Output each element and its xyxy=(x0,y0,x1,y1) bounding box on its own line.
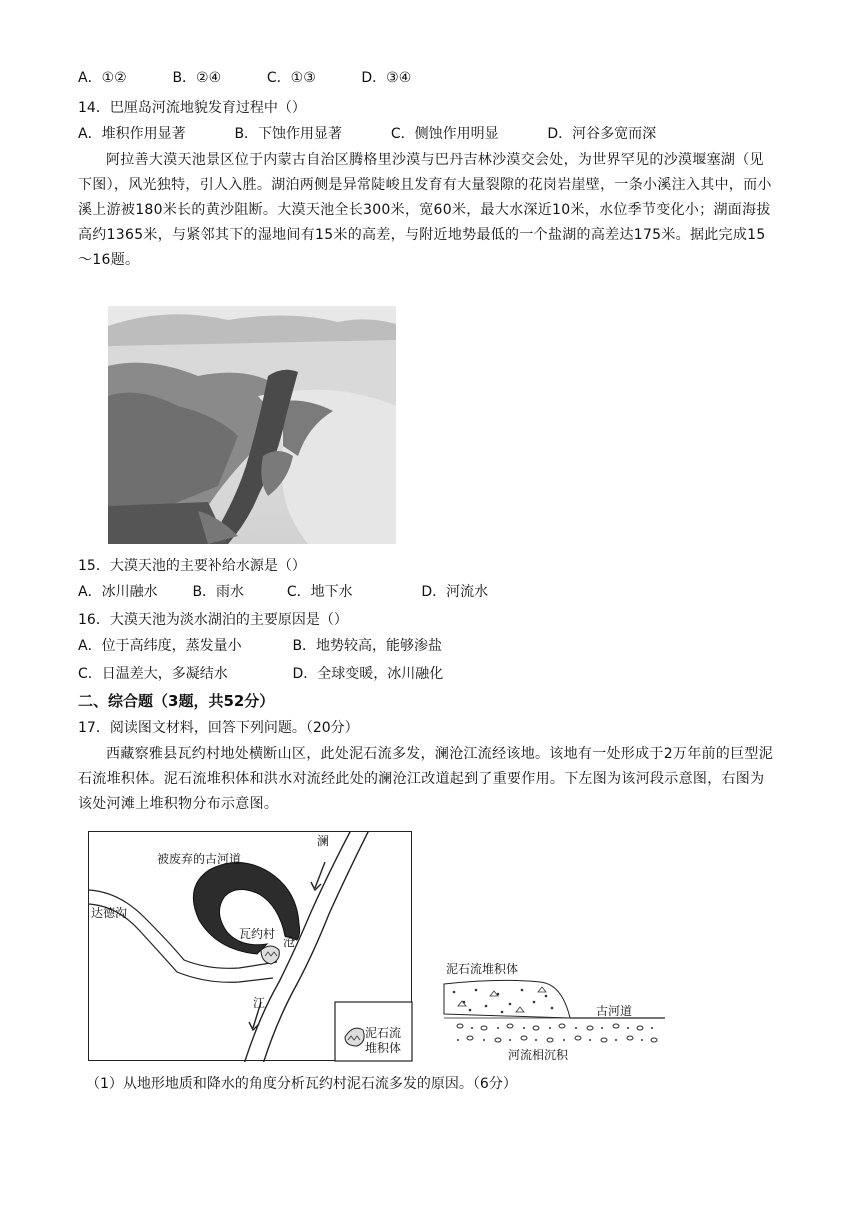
q14-option-a: A．堆积作用显著 xyxy=(78,126,186,142)
q14-options xyxy=(78,124,656,144)
q16-options-row1 xyxy=(78,636,442,656)
lake-photo xyxy=(108,306,396,544)
q17-sub1: （1）从地形地质和降水的角度分析瓦约村泥石流多发的原因。（6分） xyxy=(86,1076,517,1092)
q15-option-d: D．河流水 xyxy=(421,584,489,600)
q15-stem: 15．大漠天池的主要补给水源是（） xyxy=(78,558,306,574)
q13-option-d: D．③④ xyxy=(361,70,412,86)
q15-option-c: C．地下水 xyxy=(286,584,353,600)
q16-option-b: B．地势较高，能够渗盐 xyxy=(292,638,443,654)
label-dadegou: 达德沟 xyxy=(91,906,128,920)
label-old-river-channel: 古河道 xyxy=(596,1004,633,1018)
q14-option-b: B．下蚀作用显著 xyxy=(234,126,343,142)
label-cang: 沧 xyxy=(283,935,296,949)
q13-option-c: C．①③ xyxy=(266,70,316,86)
q13-options xyxy=(78,68,411,88)
q14-option-c: C．侧蚀作用明显 xyxy=(390,126,499,142)
q14-stem: 14．巴厘岛河流地貌发育过程中（） xyxy=(78,100,306,116)
section2-title: 二、综合题（3题，共52分） xyxy=(78,692,275,710)
deposit-section-diagram xyxy=(440,962,670,1062)
passage-15-16: 阿拉善大漠天池景区位于内蒙古自治区腾格里沙漠与巴丹吉林沙漠交会处，为世界罕见的沙漠堰塞湖（见下图），风光独特，引人入胜。湖泊两侧是异常陡峻且发育有大量裂隙的花岗岩崖壁，一条小溪注入其中，而小溪上游被180米长的黄沙阻断。大漠天池全长300米，宽60米，最大水深近10米，水位季节变化小；湖面海拔高约1365米，与紧邻其下的湿地间有15米的高差，与附近地势最低的一个盐湖的高差达175米。据此完成15～16题。 xyxy=(78,152,772,268)
q14-option-d: D．河谷多宽而深 xyxy=(547,126,657,142)
river-section-map xyxy=(88,831,412,1061)
q16-option-a: A．位于高纬度，蒸发量小 xyxy=(78,638,242,654)
q15-options xyxy=(78,582,488,602)
q13-option-b: B．②④ xyxy=(172,70,222,86)
q17-passage: 西藏察雅县瓦约村地处横断山区，此处泥石流多发，澜沧江流经该地。该地有一处形成于2万年前的巨型泥石流堆积体。泥石流堆积体和洪水对流经此处的澜沧江改道起到了重要作用。下左图为该河段示意图，右图为该处河滩上堆积物分布示意图。 xyxy=(78,746,774,812)
label-wayuecun: 瓦约村 xyxy=(239,927,276,941)
q16-option-c: C．日温差大，多凝结水 xyxy=(78,666,228,682)
q16-stem: 16．大漠天池为淡水湖泊的主要原因是（） xyxy=(78,612,348,628)
legend-label-1: 泥石流 xyxy=(365,1026,402,1040)
q16-options-row2 xyxy=(78,664,443,684)
q15-option-b: B．雨水 xyxy=(192,584,245,600)
q13-option-a: A．①② xyxy=(78,70,127,86)
label-old-channel: 被废弃的古河道 xyxy=(157,852,242,866)
label-river-sediment: 河流相沉积 xyxy=(508,1048,569,1062)
label-lan: 澜 xyxy=(317,834,330,848)
q17-stem: 17．阅读图文材料，回答下列问题。（20分） xyxy=(78,720,359,736)
label-jiang: 江 xyxy=(253,996,266,1010)
q16-option-d: D．全球变暖，冰川融化 xyxy=(292,666,444,682)
legend-label-2: 堆积体 xyxy=(365,1041,402,1055)
label-debris-deposit: 泥石流堆积体 xyxy=(446,962,519,976)
q15-option-a: A．冰川融水 xyxy=(78,584,158,600)
